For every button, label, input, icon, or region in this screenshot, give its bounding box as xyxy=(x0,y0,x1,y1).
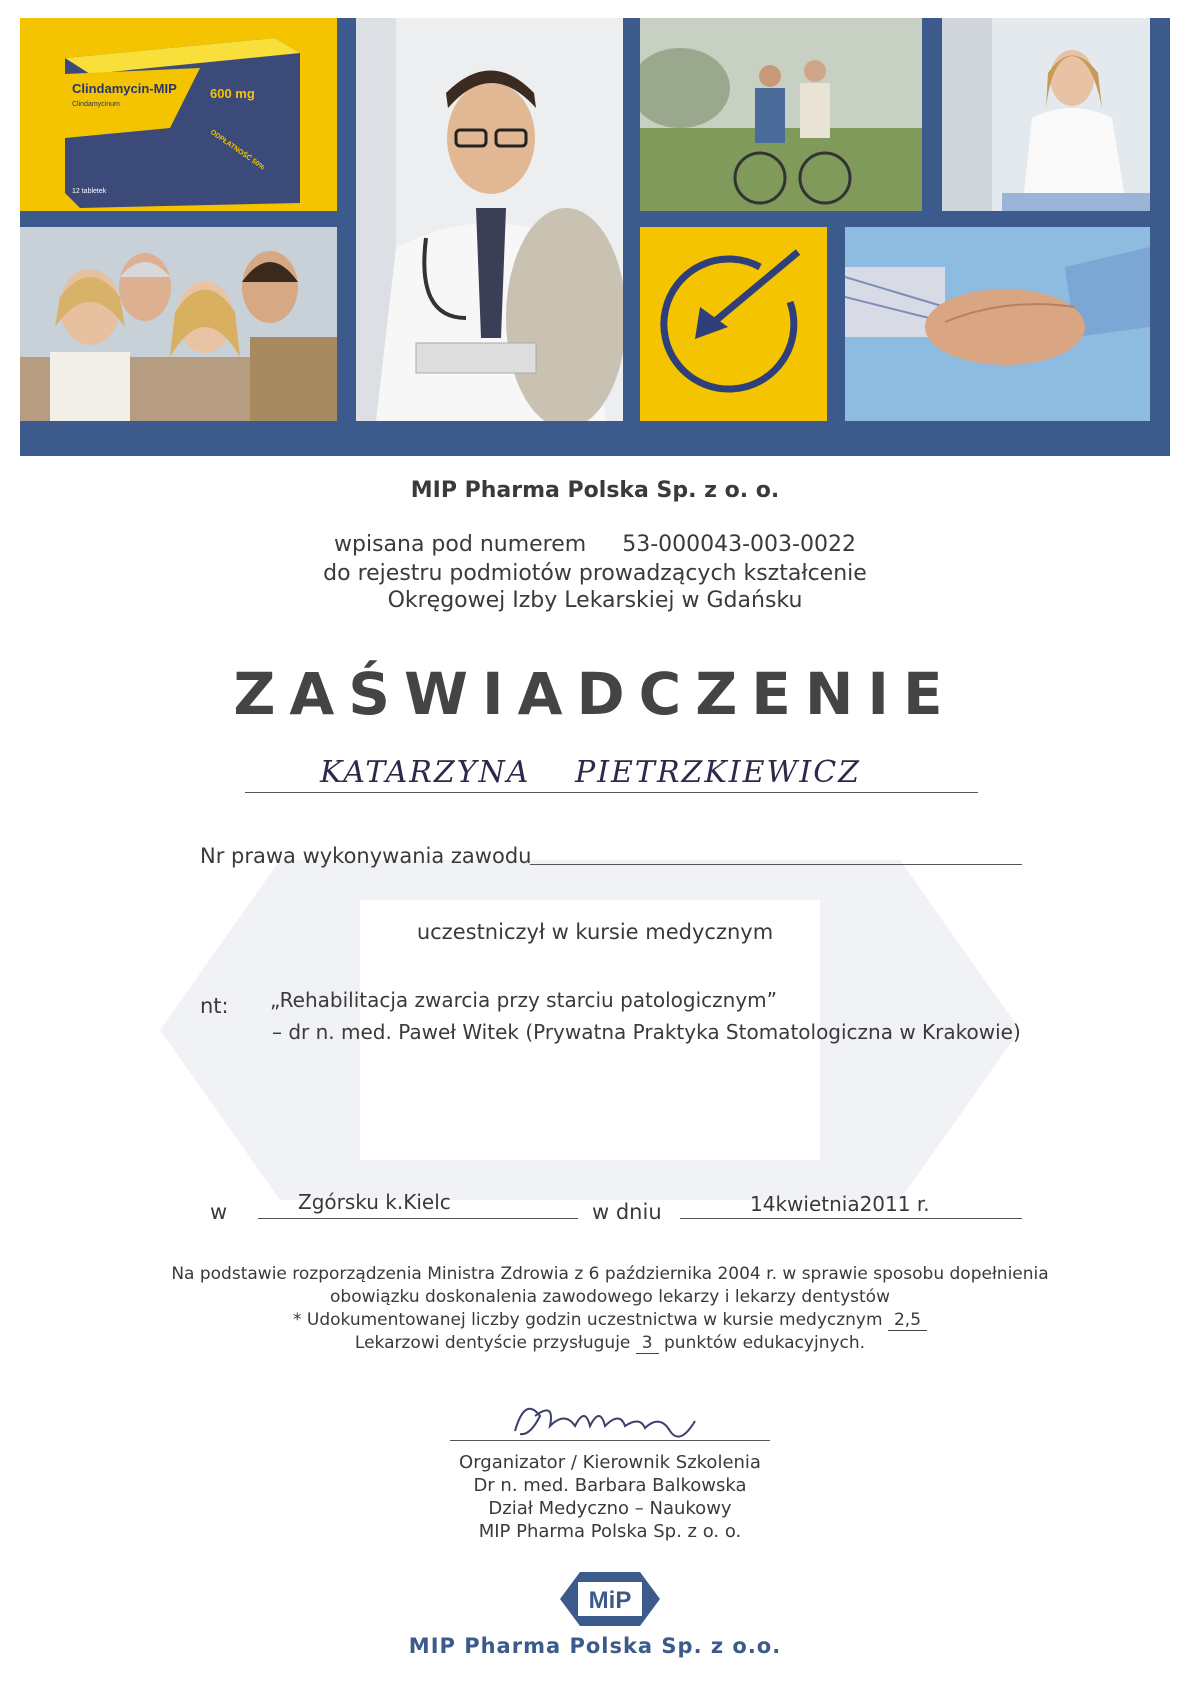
product-substance: Clindamycinum xyxy=(72,101,120,108)
organizer-department: Dział Medyczno – Naukowy xyxy=(488,1498,732,1519)
points-value: 3 xyxy=(636,1333,659,1354)
registry-line-3: Okręgowej Izby Lekarskiej w Gdańsku xyxy=(387,588,803,613)
lab-photo xyxy=(942,18,1150,211)
legal-line-2: obowiązku doskonalenia zawodowego lekarzy i lekarzy dentystów xyxy=(330,1287,890,1307)
arrow-logo xyxy=(640,227,827,421)
points-prefix: Lekarzowi dentyście przysługuje xyxy=(354,1333,631,1353)
points-suffix: punktów edukacyjnych. xyxy=(664,1333,866,1353)
date-label: w dniu xyxy=(592,1200,662,1224)
document-title: ZAŚWIADCZENIE xyxy=(233,660,957,728)
legal-line-1: Na podstawie rozporządzenia Ministra Zdrowia z 6 października 2004 r. w sprawie sposobu dopełnienia xyxy=(171,1264,1049,1284)
participant-first-name: KATARZYNA xyxy=(320,755,531,790)
place-value: Zgórsku k.Kielc xyxy=(298,1190,451,1214)
place-label: w xyxy=(210,1200,228,1224)
cyclists-photo xyxy=(640,18,922,211)
signature-line xyxy=(450,1440,770,1441)
participation-text: uczestniczył w kursie medycznym xyxy=(416,920,774,944)
product-dose: 600 mg xyxy=(210,86,255,101)
doctor-photo xyxy=(356,18,623,421)
participant-last-name: PIETRZKIEWICZ xyxy=(575,755,862,790)
organizer-company: MIP Pharma Polska Sp. z o. o. xyxy=(478,1521,742,1542)
product-brand: Clindamycin-MIP xyxy=(72,81,177,96)
family-photo xyxy=(20,227,337,421)
legal-line-4 xyxy=(160,1333,1060,1354)
date-value: 14kwietnia2011 r. xyxy=(750,1192,930,1216)
hours-value: 2,5 xyxy=(888,1310,927,1331)
footer-company: MIP Pharma Polska Sp. z o.o. xyxy=(408,1634,782,1658)
place-underline xyxy=(258,1218,578,1219)
product-refund: ODPŁATNOŚĆ 50% xyxy=(208,128,266,172)
registry-line-2: do rejestru podmiotów prowadzących kształcenie xyxy=(323,561,867,586)
course-topic-label: nt: xyxy=(200,994,229,1018)
product-count: 12 tabletek xyxy=(72,188,107,195)
date-underline xyxy=(680,1218,1022,1219)
hours-text: * Udokumentowanej liczby godzin uczestnictwa w kursie medycznym xyxy=(292,1310,883,1330)
product-box-photo xyxy=(20,18,337,211)
company-name: MIP Pharma Polska Sp. z o. o. xyxy=(410,478,780,503)
course-lecturer: – dr n. med. Paweł Witek (Prywatna Praktyka Stomatologiczna w Krakowie) xyxy=(272,1020,1021,1044)
license-number-field xyxy=(530,864,1022,865)
license-number-label: Nr prawa wykonywania zawodu xyxy=(200,844,532,868)
name-underline xyxy=(245,792,978,793)
organizer-name: Dr n. med. Barbara Balkowska xyxy=(473,1475,747,1496)
registry-number: 53-000043-003-0022 xyxy=(622,532,856,557)
mip-logo xyxy=(560,1572,660,1626)
course-title: „Rehabilitacja zwarcia przy starciu patologicznym” xyxy=(270,988,777,1012)
registry-prefix: wpisana pod numerem xyxy=(334,532,587,557)
legal-line-3 xyxy=(160,1310,1060,1331)
registry-line-1 xyxy=(0,532,1190,557)
mip-logo-text: MiP xyxy=(588,1587,632,1614)
handshake-photo xyxy=(845,227,1150,421)
organizer-role: Organizator / Kierownik Szkolenia xyxy=(459,1452,761,1473)
